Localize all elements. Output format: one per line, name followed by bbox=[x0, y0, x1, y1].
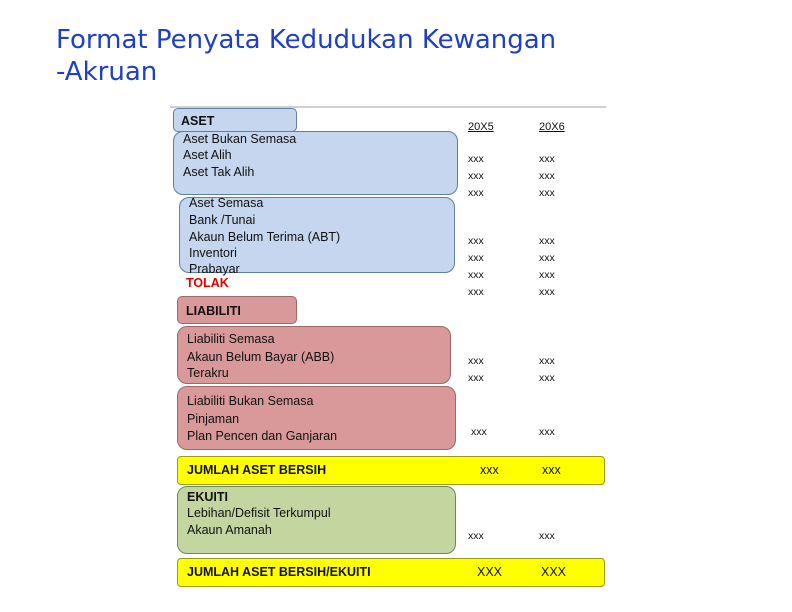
liabiliti-semasa-20x6-values bbox=[539, 353, 555, 387]
ekuiti-20x5-values bbox=[468, 528, 484, 545]
jumlah-aset-bersih-label: JUMLAH ASET BERSIH bbox=[187, 463, 327, 477]
value-cell: xxx bbox=[539, 355, 555, 367]
title-line-1: Format Penyata Kedudukan Kewangan bbox=[56, 25, 557, 55]
liabiliti-bukan-semasa-title: Liabiliti Bukan Semasa bbox=[187, 394, 314, 408]
jumlah-aset-bersih-ekuiti-label: JUMLAH ASET BERSIH/EKUITI bbox=[187, 565, 371, 579]
ekuiti-20x6-values bbox=[539, 528, 555, 545]
abb-label: Akaun Belum Bayar (ABB) bbox=[187, 350, 335, 364]
liabiliti-semasa-title: Liabiliti Semasa bbox=[187, 332, 275, 346]
title-line-2: -Akruan bbox=[56, 57, 158, 87]
value-cell: xxx bbox=[468, 269, 484, 281]
value-cell: xxx bbox=[468, 153, 484, 165]
value-cell: xxx bbox=[539, 426, 555, 438]
plan-pencen-label: Plan Pencen dan Ganjaran bbox=[187, 429, 338, 443]
value-cell: xxx bbox=[468, 170, 484, 182]
value-cell: xxx bbox=[468, 355, 484, 367]
value-cell: xxx bbox=[539, 530, 555, 542]
value-cell: xxx bbox=[468, 530, 484, 542]
column-header-20x6: 20X6 bbox=[539, 121, 565, 133]
aset-tak-alih-label: Aset Tak Alih bbox=[183, 165, 255, 179]
liabiliti-header: LIABILITI bbox=[186, 304, 241, 318]
jumlah-aset-bersih-ekuiti-20x5: XXX bbox=[477, 565, 503, 579]
jumlah-aset-bersih-ekuiti-20x6: XXX bbox=[541, 565, 567, 579]
pinjaman-label: Pinjaman bbox=[187, 412, 240, 426]
aset-semasa-20x5-values bbox=[468, 233, 484, 301]
liabiliti-semasa-20x5-values bbox=[468, 353, 484, 387]
jumlah-aset-bersih-20x5: xxx bbox=[480, 463, 499, 477]
value-cell: xxx bbox=[539, 372, 555, 384]
aset-semasa-title: Aset Semasa bbox=[189, 196, 264, 210]
jumlah-aset-bersih-20x6: xxx bbox=[542, 463, 561, 477]
ekuiti-header: EKUITI bbox=[187, 490, 228, 504]
aset-header: ASET bbox=[181, 114, 215, 128]
aset-alih-label: Aset Alih bbox=[183, 148, 232, 162]
value-cell: xxx bbox=[539, 170, 555, 182]
aset-semasa-20x6-values bbox=[539, 233, 555, 301]
value-cell: xxx bbox=[468, 235, 484, 247]
tolak-label: TOLAK bbox=[186, 276, 229, 290]
value-cell: xxx bbox=[539, 286, 555, 298]
terakru-label: Terakru bbox=[187, 366, 229, 380]
value-cell: xxx bbox=[468, 252, 484, 264]
value-cell: xxx bbox=[468, 286, 484, 298]
aset-bukan-semasa-title: Aset Bukan Semasa bbox=[183, 132, 297, 146]
value-cell: xxx bbox=[539, 153, 555, 165]
value-cell: xxx bbox=[539, 252, 555, 264]
aset-bukan-semasa-20x5-values bbox=[468, 151, 484, 202]
financial-position-sheet bbox=[170, 106, 606, 590]
liabiliti-bukan-semasa-20x5-values bbox=[471, 424, 487, 441]
lebihan-defisit-label: Lebihan/Defisit Terkumpul bbox=[187, 506, 331, 520]
prabayar-label: Prabayar bbox=[189, 262, 240, 276]
value-cell: xxx bbox=[539, 187, 555, 199]
value-cell: xxx bbox=[539, 235, 555, 247]
bank-tunai-label: Bank /Tunai bbox=[189, 213, 256, 227]
aset-bukan-semasa-20x6-values bbox=[539, 151, 555, 202]
akaun-amanah-label: Akaun Amanah bbox=[187, 523, 272, 537]
inventori-label: Inventori bbox=[189, 246, 237, 260]
abt-label: Akaun Belum Terima (ABT) bbox=[189, 230, 341, 244]
value-cell: xxx bbox=[468, 187, 484, 199]
page-title bbox=[56, 24, 756, 88]
value-cell: xxx bbox=[539, 269, 555, 281]
value-cell: xxx bbox=[471, 426, 487, 438]
liabiliti-bukan-semasa-20x6-values bbox=[539, 424, 555, 441]
value-cell: xxx bbox=[468, 372, 484, 384]
column-header-20x5: 20X5 bbox=[468, 121, 494, 133]
